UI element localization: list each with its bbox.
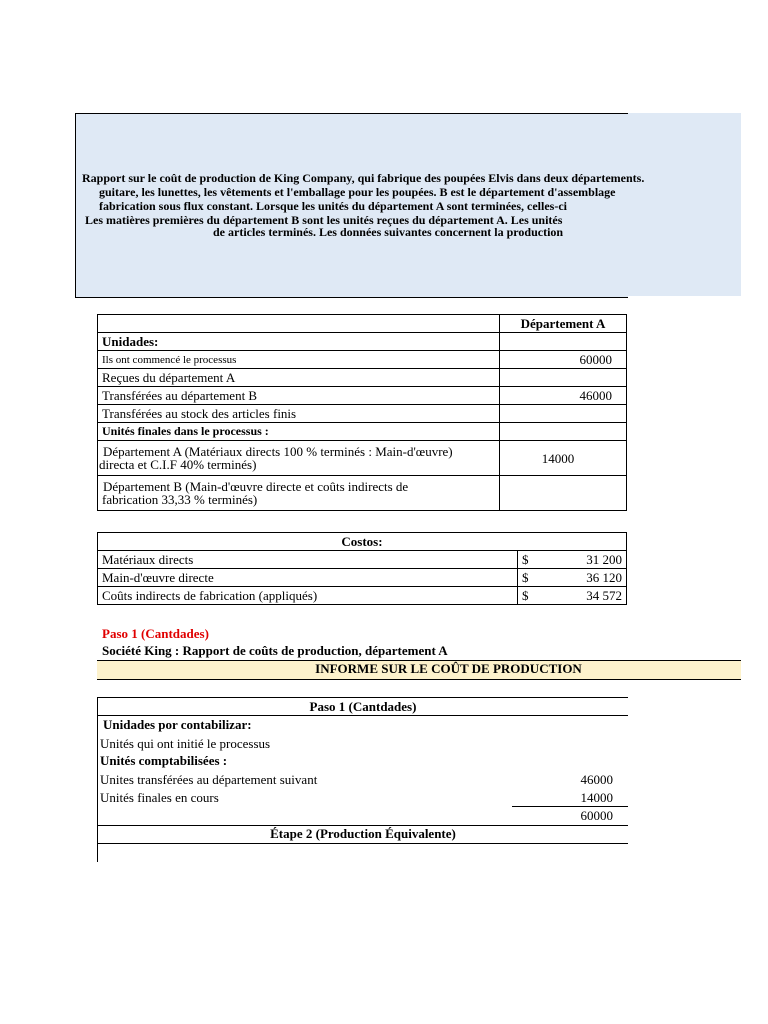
table-row-label: Unités finales dans le processus : [98,423,500,441]
transferred-units-label: Unites transférées au département suivant [100,772,318,787]
header-description-box [75,113,645,298]
costs-table [97,532,627,605]
total-underline [512,806,628,807]
table-row-label-multiline [98,441,500,476]
units-table [97,314,627,511]
header-line-2: guitare, les lunettes, les vêtements et l'emballage pour les poupées. B est le département d'assemblage [99,185,616,199]
table-row-label: Unidades: [98,333,500,351]
cost-amount: 34 572 [538,587,627,605]
production-report-section [97,697,628,862]
cost-amount: 36 120 [538,569,627,587]
cost-label: Coûts indirects de fabrication (appliqués) [98,587,518,605]
header-line-5: de articles terminés. Les données suivantes concernent la production [213,225,564,239]
table-row-label-multiline [98,476,500,511]
table-row-value: 14000 [500,441,627,476]
cost-label: Main-d'œuvre directe [98,569,518,587]
header-box-extension [627,113,741,296]
header-line-3: fabrication sous flux constant. Lorsque les unités du département A sont terminées, celles-ci [99,199,567,213]
table-row-value [500,369,627,387]
cost-label: Matériaux directs [98,551,518,569]
section2-title: Étape 2 (Production Équivalente) [270,826,456,841]
currency-symbol: $ [518,551,539,569]
table-row-label: Reçues du département A [98,369,500,387]
table-row-label-line: Département A (Matériaux directs 100 % terminés : Main-d'œuvre) [103,444,453,459]
cost-amount: 31 200 [538,551,627,569]
currency-symbol: $ [518,569,539,587]
table-row-label-line: fabrication 33,33 % terminés) [102,492,258,507]
divider [98,697,628,698]
table-row-value [500,405,627,423]
table-row-value [500,333,627,351]
header-line-4: Les matières premières du département B sont les unités reçues du département A. Les unités [85,213,563,227]
department-a-header: Département A [500,315,627,333]
section1-title: Paso 1 (Cantdades) [309,699,417,714]
table-row-value: 46000 [500,387,627,405]
units-table-corner [98,315,500,333]
table-row-label: Transférées au stock des articles finis [98,405,500,423]
total-units-value: 60000 [580,808,613,823]
ending-units-label: Unités finales en cours [100,790,219,805]
company-report-title: Société King : Rapport de coûts de production, département A [102,643,448,658]
ending-units-value: 14000 [580,790,613,805]
report-banner-title: INFORME SUR LE COÛT DE PRODUCTION [315,661,582,676]
table-row-label-line: directa et C.I.F 40% terminés) [99,457,257,472]
table-row-value [500,476,627,511]
header-line-1: Rapport sur le coût de production de King Company, qui fabrique des poupées Elvis dans deux départements. [82,171,645,185]
currency-symbol: $ [518,587,539,605]
costs-title: Costos: [98,533,627,551]
divider [98,843,628,844]
transferred-units-value: 46000 [580,772,613,787]
table-row-label: Transférées au département B [98,387,500,405]
divider [98,715,628,716]
table-row-value: 60000 [500,351,627,369]
units-to-account-heading: Unidades por contabilizar: [103,717,252,732]
units-started-label: Unités qui ont initié le processus [100,736,271,751]
table-row-label: Ils ont commencé le processus [98,351,500,369]
table-row-label-line: Département B (Main-d'œuvre directe et coûts indirects de [103,479,409,494]
step1-label: Paso 1 (Cantdades) [102,626,209,641]
table-row-value [500,423,627,441]
units-accounted-heading: Unités comptabilisées : [100,753,228,768]
